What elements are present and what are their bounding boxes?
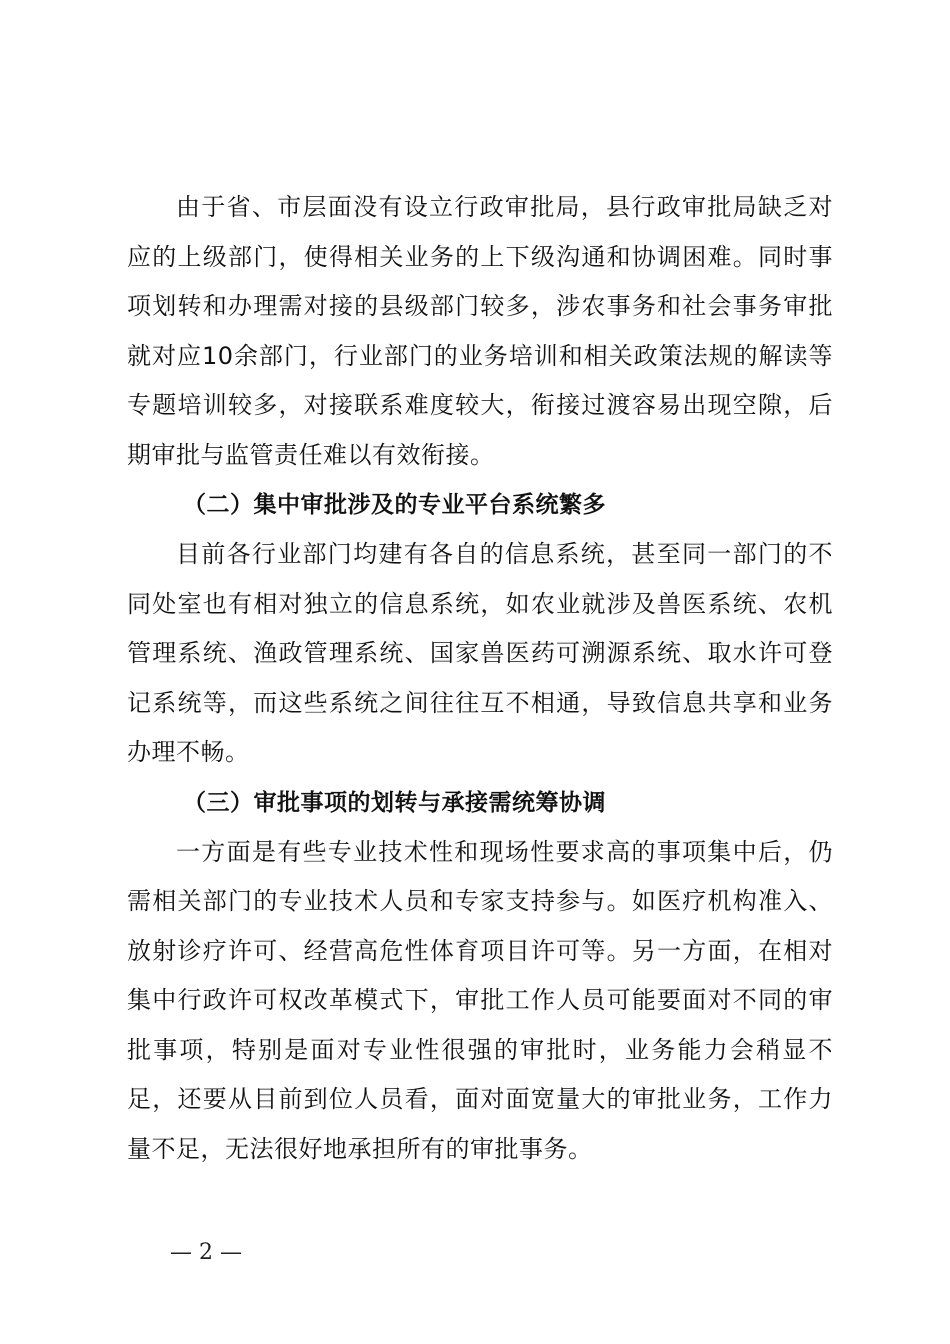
paragraph-2: 目前各行业部门均建有各自的信息系统，甚至同一部门的不同处室也有相对独立的信息系统，如农业就涉及兽医系统、农机管理系统、渔政管理系统、国家兽医药可溯源系统、取水许可登记系统等，而这些系统之间往往互不相通，导致信息共享和业务办理不畅。 bbox=[127, 540, 833, 766]
page-number: — 2 — bbox=[170, 1240, 242, 1265]
paragraph-1: 由于省、市层面没有设立行政审批局，县行政审批局缺乏对应的上级部门，使得相关业务的上下级沟通和协调困难。同时事项划转和办理需对接的县级部门较多，涉农事务和社会事务审批就对应10余部门，行业部门的业务培训和相关政策法规的解读等专题培训较多，对接联系难度较大，衔接过渡容易出现空隙，后期审批与监管责任难以有效衔接。 bbox=[127, 193, 833, 469]
section-heading-3: （三）审批事项的划转与承接需统筹协调 bbox=[183, 789, 606, 816]
paragraph-3: 一方面是有些专业技术性和现场性要求高的事项集中后，仍需相关部门的专业技术人员和专家支持参与。如医疗机构准入、放射诊疗许可、经营高危性体育项目许可等。另一方面，在相对集中行政许可权改革模式下，审批工作人员可能要面对不同的审批事项，特别是面对专业性很强的审批时，业务能力会稍显不足，还要从目前到位人员看，面对面宽量大的审批业务，工作力量不足，无法很好地承担所有的审批事务。 bbox=[127, 837, 833, 1163]
document-body bbox=[127, 183, 833, 1174]
section-heading-2: （二）集中审批涉及的专业平台系统繁多 bbox=[183, 492, 606, 518]
